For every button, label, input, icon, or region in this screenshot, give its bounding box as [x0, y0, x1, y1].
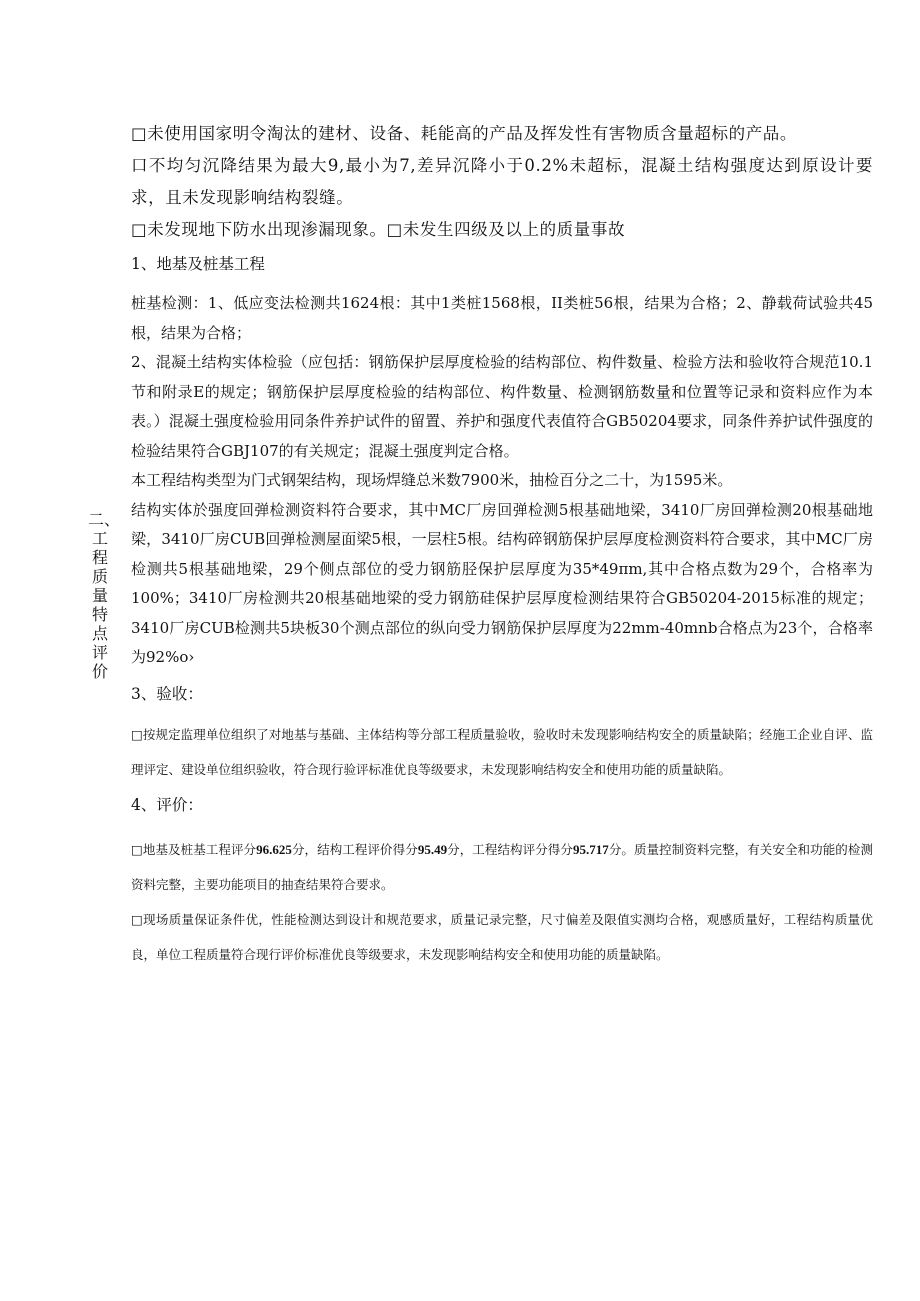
scores-text-post: 分。质量控制资料完整，有关安全和功能的检测资料完整，主要功能项目的抽查结果符合要求。	[131, 841, 873, 892]
paragraph-steel-structure: 本工程结构类型为门式钢架结构，现场焊缝总米数7900米，抽检百分之二十，为1595米。	[131, 471, 733, 489]
paragraph-evaluation-scores	[131, 832, 873, 902]
overall-structure-score: 95.717	[572, 841, 609, 857]
structure-score: 95.49	[417, 841, 448, 857]
scores-text-pre: □地基及桩基工程评分	[131, 841, 257, 857]
paragraph-quality-conclusion: □现场质量保证条件优，性能检测达到设计和规范要求，质量记录完整，尺寸偏差及限值实测均合格，观感质量好，工程结构质量优良，单位工程质量符合现行评价标准优良等级要求，未发现影响结构安全和使用功能的质量缺陷。	[131, 911, 873, 962]
scores-text-mid1: 分，结构工程评价得分	[291, 841, 418, 857]
section-side-label: 二、工程质量特点评价	[88, 510, 121, 681]
heading-evaluation: 4、评价：	[131, 795, 203, 814]
paragraph-pile-testing: 桩基检测：1、低应变法检测共1624根：其中1类桩1568根，II类桩56根，结果为合格；2、静载荷试验共45根，结果为合格；	[131, 294, 873, 342]
paragraph-banned-materials: □未使用国家明令淘汰的建材、设备、耗能高的产品及挥发性有害物质含量超标的产品。	[131, 124, 797, 143]
paragraph-waterproof: □未发现地下防水出现渗漏现象。□未发生四级及以上的质量事故	[131, 220, 626, 239]
paragraph-concrete-inspection: 2、混凝土结构实体检验（应包括：钢筋保护层厚度检验的结构部位、构件数量、检验方法和验收符合规范10.1节和附录E的规定；钢筋保护层厚度检验的结构部位、构件数量、检测钢筋数量和位置等记录和资料应作为本表。）混凝土强度检验用同条件养护试件的留置、养护和强度代表值符合GB50204要求，同条件养护试件强度的检验结果符合GBJ107的有关规定；混凝土强度判定合格。	[131, 353, 873, 460]
paragraph-settlement: 口不均匀沉降结果为最大9,最小为7,差异沉降小于0.2%未超标，混凝土结构强度达到原设计要求，且未发现影响结构裂缝。	[131, 156, 873, 207]
paragraph-rebound-testing: 结构实体於强度回弹检测资料符合要求，其中MC厂房回弹检测5根基础地梁，3410厂房回弹检测20根基础地梁，3410厂房CUB回弹检测屋面梁5根，一层柱5根。结构碎钢筋保护层厚度检测资料符合要求，其中MC厂房检测共5根基础地梁，29个侧点部位的受力钢筋胫保护层厚度为35*49πm,其中合格点数为29个，合格率为100%；3410厂房检测共20根基础地梁的受力钢筋硅保护层厚度检测结果符合GB50204-2015标准的规定；3410厂房CUB检测共5块板30个测点部位的纵向受力钢筋保护层厚度为22mm-40mnb合格点为23个，合格率为92%o›	[131, 500, 873, 666]
scores-text-mid2: 分，工程结构评分得分	[447, 841, 573, 857]
heading-foundation: 1、地基及桩基工程	[131, 255, 265, 273]
foundation-score: 96.625	[256, 841, 292, 857]
paragraph-acceptance: □按规定监理单位组织了对地基与基础、主体结构等分部工程质量验收，验收时未发现影响结构安全的质量缺陷；经施工企业自评、监理评定、建设单位组织验收，符合现行验评标准优良等级要求，未发现影响结构安全和使用功能的质量缺陷。	[131, 726, 873, 777]
document-body	[131, 118, 873, 972]
heading-acceptance: 3、验收：	[131, 684, 203, 703]
